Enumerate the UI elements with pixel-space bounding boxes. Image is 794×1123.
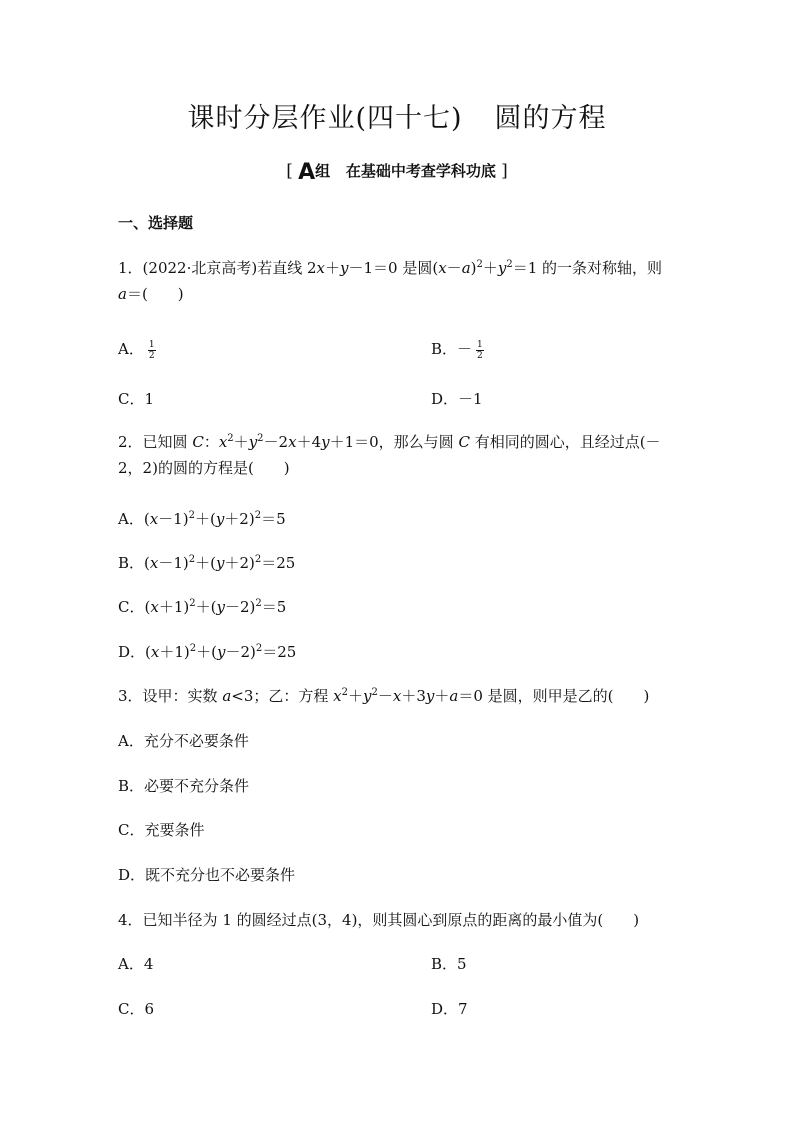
q1-option-b[interactable]: B．－ $\frac{1}{2}$ <box>431 339 483 361</box>
q1-option-d[interactable]: D．－1 <box>431 390 483 408</box>
title-main: 课时分层作业(四十七) <box>187 103 463 134</box>
q4-option-c[interactable]: C．6 <box>118 1000 155 1018</box>
question-1: 1．(2022·北京高考)若直线 2x＋y－1＝0 是圆$(x-a)^2+y^2=1$ 的一条对称轴，则 a＝( ) <box>118 259 663 303</box>
title-topic: 圆的方程 <box>494 103 607 134</box>
section-heading: 一、选择题 <box>118 214 194 232</box>
q2-option-d[interactable]: D．$(x+1)^2+(y-2)^2=25$ <box>118 643 297 661</box>
group-subtitle: 在基础中考查学科功底 <box>345 162 496 180</box>
q4-option-d[interactable]: D．7 <box>431 1000 468 1018</box>
q2-option-c[interactable]: C．$(x+1)^2+(y-2)^2=5$ <box>118 598 287 616</box>
q2-option-b[interactable]: B．$(x-1)^2+(y+2)^2=25$ <box>118 554 296 572</box>
q1-option-c[interactable]: C．1 <box>118 390 155 408</box>
question-3: 3．设甲：实数 a<3；乙：方程 $x^2+y^2-x+3y+a=0$ 是圆，则甲是乙的( ) <box>118 687 650 705</box>
q1-option-a[interactable]: A． $\frac{1}{2}$ <box>118 339 155 361</box>
q3-option-b[interactable]: B．必要不充分条件 <box>118 777 250 795</box>
q3-option-a[interactable]: A．充分不必要条件 <box>118 732 249 750</box>
group-heading: [ A组 在基础中考查学科功底 ] <box>286 160 508 185</box>
group-letter: A <box>298 160 316 185</box>
question-4: 4．已知半径为 1 的圆经过点(3，4)，则其圆心到原点的距离的最小值为( ) <box>118 911 640 929</box>
q4-option-b[interactable]: B．5 <box>431 955 467 973</box>
q2-option-a[interactable]: A．$(x-1)^2+(y+2)^2=5$ <box>118 510 286 528</box>
page-title <box>0 96 794 135</box>
q3-option-c[interactable]: C．充要条件 <box>118 821 205 839</box>
q4-option-a[interactable]: A．4 <box>118 955 154 973</box>
question-2: 2．已知圆 C：$x^2+y^2-2x+4y+1=0$，那么与圆 C 有相同的圆心，且经过点(－ 2，2)的圆的方程是( ) <box>118 433 661 477</box>
q3-option-d[interactable]: D．既不充分也不必要条件 <box>118 866 296 884</box>
